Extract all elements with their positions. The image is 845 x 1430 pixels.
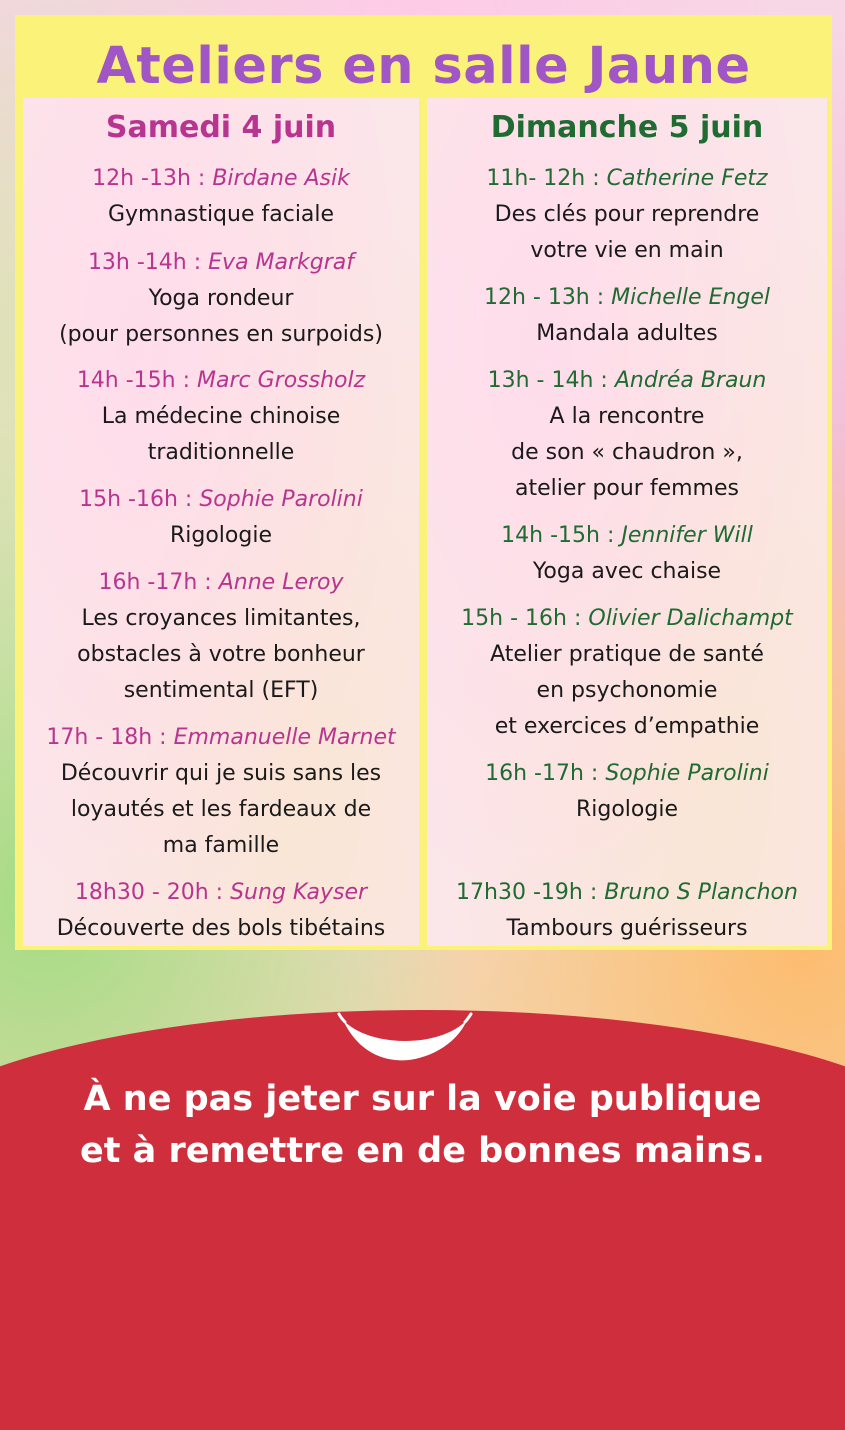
schedule-slot — [427, 161, 827, 269]
slot-title: Mandala adultes — [536, 321, 718, 346]
slot-title: traditionnelle — [147, 440, 295, 465]
slot-time: 12h -13h : Birdane Asik — [92, 166, 350, 191]
page-title: Ateliers en salle Jaune — [96, 37, 751, 96]
slot-speaker: Anne Leroy — [218, 570, 344, 595]
slot-title: Yoga rondeur — [148, 286, 294, 311]
slot-speaker: Michelle Engel — [611, 285, 771, 310]
slot-time: 11h- 12h : Catherine Fetz — [486, 166, 768, 191]
slot-title: Les croyances limitantes, — [81, 606, 361, 631]
slot-title: Découverte des bols tibétains — [56, 916, 386, 941]
slot-speaker: Sung Kayser — [230, 880, 368, 905]
slot-title: en psychonomie — [536, 678, 718, 703]
slot-title: (pour personnes en surpoids) — [59, 322, 383, 347]
schedule-slot — [23, 363, 419, 471]
slot-speaker: Emmanuelle Marnet — [173, 725, 396, 750]
slot-speaker: Birdane Asik — [212, 166, 350, 191]
schedule-slot — [23, 720, 419, 864]
saturday-heading: Samedi 4 juin — [105, 110, 337, 145]
slot-title: A la rencontre — [549, 404, 705, 429]
slot-title: Atelier pratique de santé — [490, 642, 764, 667]
slot-title: Gymnastique faciale — [107, 202, 335, 227]
slot-speaker: Olivier Dalichampt — [588, 606, 793, 631]
slot-time: 14h -15h : Jennifer Will — [501, 523, 753, 548]
smile-icon — [335, 1008, 475, 1068]
sunday-column — [427, 98, 827, 946]
slot-title: Des clés pour reprendre — [494, 202, 760, 227]
slot-title: de son « chaudron », — [511, 440, 743, 465]
schedule-slot — [23, 161, 419, 233]
schedule-slot — [427, 756, 827, 828]
slot-title: La médecine chinoise — [101, 404, 341, 429]
schedule-slot — [427, 875, 827, 947]
schedule-slot — [23, 245, 419, 353]
footer-text — [0, 1073, 845, 1177]
slot-time: 13h - 14h : Andréa Braun — [487, 368, 767, 393]
slot-speaker: Sophie Parolini — [605, 761, 769, 786]
workshops-panel — [15, 15, 832, 950]
slot-time: 15h - 16h : Olivier Dalichampt — [461, 606, 793, 631]
slot-title: atelier pour femmes — [515, 476, 739, 501]
slot-title: Rigologie — [575, 797, 678, 822]
slot-title: sentimental (EFT) — [123, 678, 319, 703]
slot-title: ma famille — [162, 833, 280, 858]
schedule-slot — [427, 280, 827, 352]
footer-line: et à remettre en de bonnes mains. — [80, 1131, 765, 1171]
slot-speaker: Bruno S Planchon — [604, 880, 798, 905]
slot-speaker: Eva Markgraf — [208, 250, 355, 275]
slot-time: 15h -16h : Sophie Parolini — [79, 487, 363, 512]
slot-speaker: Jennifer Will — [621, 523, 753, 548]
schedule-slot — [427, 601, 827, 745]
slot-speaker: Sophie Parolini — [199, 487, 363, 512]
footer-line: À ne pas jeter sur la voie publique — [83, 1079, 762, 1119]
slot-speaker: Catherine Fetz — [606, 166, 768, 191]
slot-time: 14h -15h : Marc Grossholz — [76, 368, 366, 393]
sunday-heading: Dimanche 5 juin — [490, 110, 764, 145]
slot-time: 16h -17h : Sophie Parolini — [485, 761, 769, 786]
slot-title: obstacles à votre bonheur — [77, 642, 365, 667]
schedule-slot — [23, 565, 419, 709]
saturday-column — [23, 98, 419, 946]
slot-title: et exercices d’empathie — [494, 714, 760, 739]
slot-time: 17h30 -19h : Bruno S Planchon — [456, 880, 798, 905]
slot-speaker: Andréa Braun — [614, 368, 767, 393]
slot-title: Yoga avec chaise — [532, 559, 722, 584]
slot-time: 13h -14h : Eva Markgraf — [87, 250, 355, 275]
slot-time: 12h - 13h : Michelle Engel — [483, 285, 771, 310]
slot-time: 16h -17h : Anne Leroy — [98, 570, 344, 595]
schedule-slot — [427, 518, 827, 590]
slot-time: 18h30 - 20h : Sung Kayser — [74, 880, 368, 905]
slot-speaker: Marc Grossholz — [197, 368, 366, 393]
slot-title: Tambours guérisseurs — [506, 916, 748, 941]
slot-time: 17h - 18h : Emmanuelle Marnet — [46, 725, 396, 750]
schedule-slot — [23, 482, 419, 554]
slot-title: votre vie en main — [530, 238, 724, 263]
slot-title: Rigologie — [169, 523, 272, 548]
slot-title: loyautés et les fardeaux de — [70, 797, 372, 822]
schedule-slot — [427, 363, 827, 507]
schedule-slot — [23, 875, 419, 947]
slot-title: Découvrir qui je suis sans les — [60, 761, 382, 786]
